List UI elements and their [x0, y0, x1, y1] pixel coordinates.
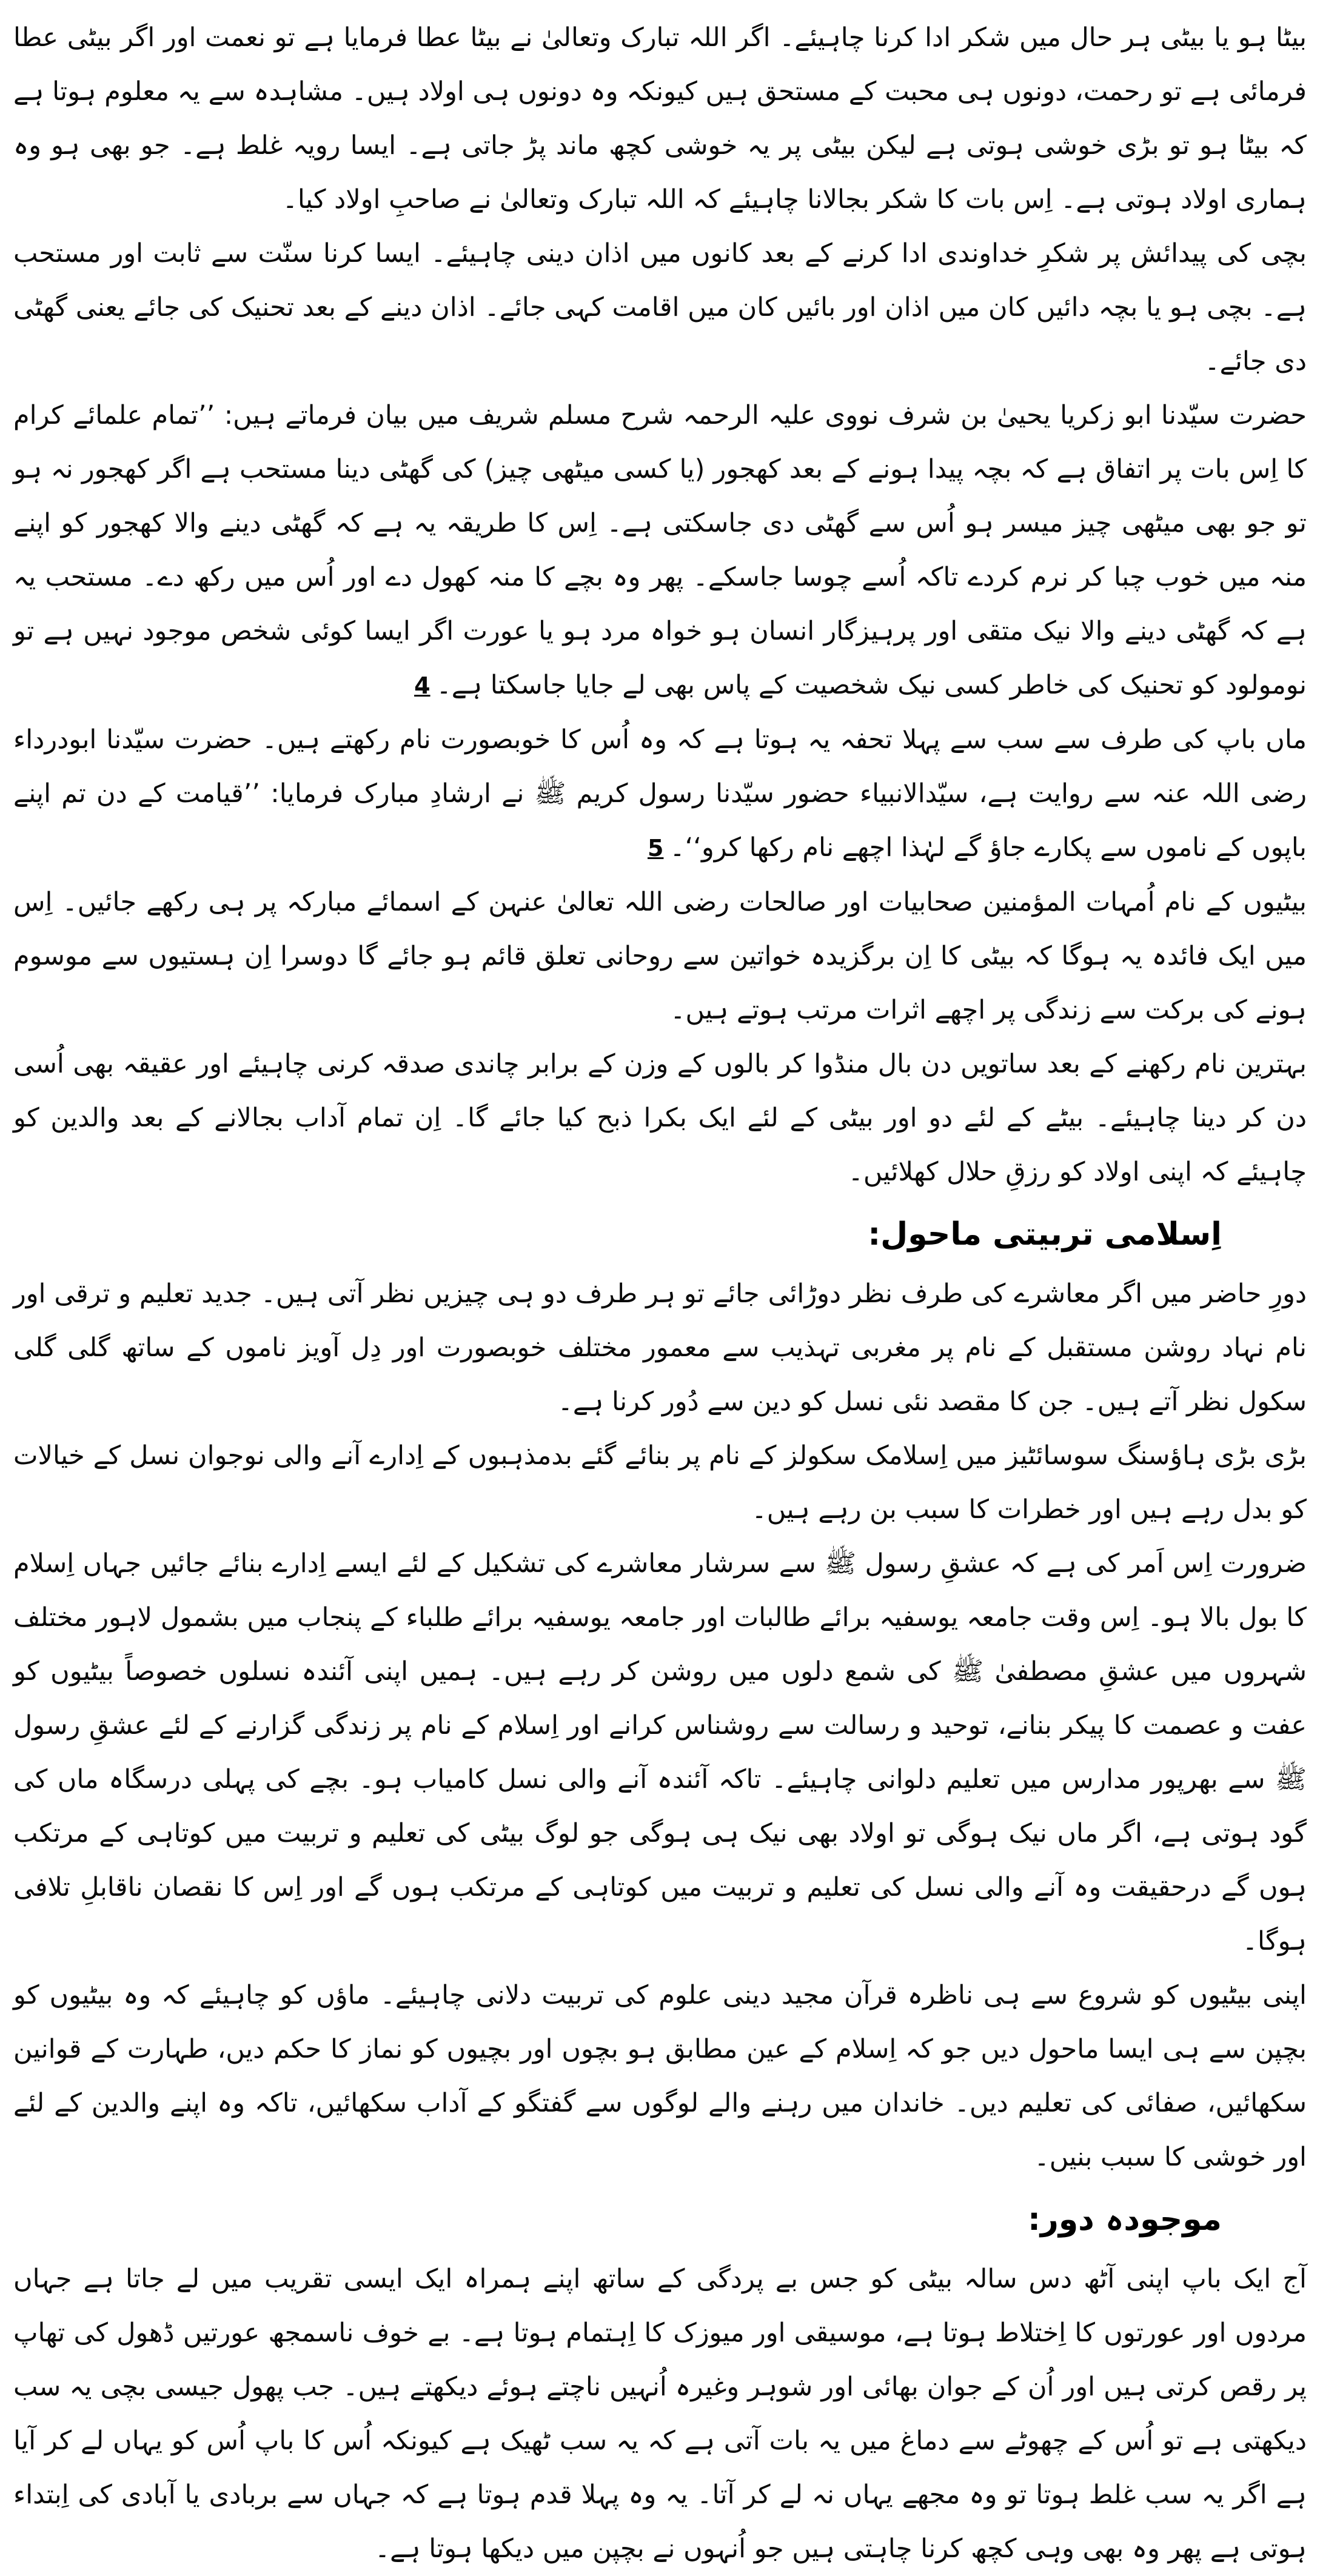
- paragraph: [13, 713, 1307, 875]
- paragraph-text: ماں باپ کی طرف سے سب سے پہلا تحفہ یہ ہوتا ہے کہ وہ اُس کا خوبصورت نام رکھتے ہیں۔ حضرت سیّدنا ابودرداء رضی اللہ عنہ سے روایت ہے، سیّدالانبیاء حضور سیّدنا رسول کریم ﷺ نے ارشادِ مبارک فرمایا: ’’قیامت کے دن تم اپنے باپوں کے ناموں سے پکارے جاؤ گے لہٰذا اچھے نام رکھا کرو‘‘۔: [13, 724, 1307, 863]
- section-heading: [13, 2189, 1307, 2250]
- paragraph: [13, 1429, 1307, 1537]
- paragraph: [13, 1537, 1307, 1969]
- paragraph-text: آج ایک باپ اپنی آٹھ دس سالہ بیٹی کو جس بے پردگی کے ساتھ اپنے ہمراہ ایک ایسی تقریب میں لے جاتا ہے جہاں مردوں اور عورتوں کا اِختلاط ہوتا ہے، موسیقی اور میوزک کا اِہتمام ہوتا ہے۔ بے خوف ناسمجھ عورتیں ڈھول کی تھاپ پر رقص کرتی ہیں اور اُن کے جوان بھائی اور شوہر وغیرہ اُنہیں ناچتے ہوئے دیکھتے ہیں۔ جب پھول جیسی بچی یہ سب دیکھتی ہے تو اُس کے چھوٹے سے دماغ میں یہ بات آتی ہے کہ یہ سب ٹھیک ہے کیونکہ اُس کا باپ اُس کو یہاں لے کر آیا ہے اگر یہ سب غلط ہوتا تو وہ مجھے یہاں نہ لے کر آتا۔ یہ وہ پہلا قدم ہوتا ہے کہ جہاں سے بربادی یا آبادی کی اِبتداء ہوتی ہے پھر وہ بھی وہی کچھ کرنا چاہتی ہیں جو اُنہوں نے بچپن میں دیکھا ہوتا ہے۔: [13, 2264, 1307, 2564]
- paragraph-text: ضرورت اِس اَمر کی ہے کہ عشقِ رسول ﷺ سے سرشار معاشرے کی تشکیل کے لئے ایسے اِدارے بنائے جائیں جہاں اِسلام کا بول بالا ہو۔ اِس وقت جامعہ یوسفیہ برائے طالبات اور جامعہ یوسفیہ برائے طلباء کے پنجاب میں بشمول لاہور مختلف شہروں میں عشقِ مصطفیٰ ﷺ کی شمع دلوں میں روشن کر رہے ہیں۔ ہمیں اپنی آئندہ نسلوں خصوصاً بیٹیوں کو عفت و عصمت کا پیکر بنانے، توحید و رسالت سے روشناس کرانے اور اِسلام کے نام پر زندگی گزارنے کے لئے عشقِ رسول ﷺ سے بھرپور مدارس میں تعلیم دلوانی چاہیئے۔ تاکہ آئندہ آنے والی نسل کامیاب ہو۔ بچے کی پہلی درسگاہ ماں کی گود ہوتی ہے، اگر ماں نیک ہوگی تو اولاد بھی نیک ہی ہوگی جو لوگ بیٹی کی تعلیم و تربیت میں کوتاہی کے مرتکب ہوں گے درحقیقت وہ آنے والی نسل کی تعلیم و تربیت میں کوتاہی کے مرتکب ہوں گے اور اِس کا نقصان ناقابلِ تلافی ہوگا۔: [13, 1548, 1307, 1956]
- paragraph: [13, 1969, 1307, 2184]
- paragraph: [13, 875, 1307, 1037]
- paragraph: [13, 389, 1307, 713]
- document-content: [13, 11, 1307, 2576]
- paragraph: [13, 2252, 1307, 2576]
- paragraph-text: بڑی بڑی ہاؤسنگ سوسائٹیز میں اِسلامک سکولز کے نام پر بنائے گئے بدمذہبوں کے اِدارے آنے والی نوجوان نسل کے خیالات کو بدل رہے ہیں اور خطرات کا سبب بن رہے ہیں۔: [13, 1440, 1307, 1525]
- paragraph: [13, 227, 1307, 389]
- paragraph: [13, 1267, 1307, 1429]
- footnote-ref: 4: [414, 672, 431, 699]
- paragraph-text: بہترین نام رکھنے کے بعد ساتویں دن بال منڈوا کر بالوں کے وزن کے برابر چاندی صدقہ کرنی چاہیئے اور عقیقہ بھی اُسی دن کر دینا چاہیئے۔ بیٹے کے لئے دو اور بیٹی کے لئے ایک بکرا ذبح کیا جائے گا۔ اِن تمام آداب بجالانے کے بعد والدین کو چاہیئے کہ اپنی اولاد کو رزقِ حلال کھلائیں۔: [13, 1049, 1307, 1187]
- paragraph: [13, 11, 1307, 227]
- section-heading-text: اِسلامی تربیتی ماحول:: [868, 1216, 1222, 1253]
- section-heading-text: موجودہ دور:: [1028, 2201, 1222, 2238]
- paragraph: [13, 1037, 1307, 1199]
- paragraph-text: دورِ حاضر میں اگر معاشرے کی طرف نظر دوڑائی جائے تو ہر طرف دو ہی چیزیں نظر آتی ہیں۔ جدید تعلیم و ترقی اور نام نہاد روشن مستقبل کے نام پر مغربی تہذیب سے معمور مختلف خوبصورت اور دِل آویز ناموں کے ساتھ گلی گلی سکول نظر آتے ہیں۔ جن کا مقصد نئی نسل کو دین سے دُور کرنا ہے۔: [13, 1279, 1307, 1417]
- paragraph-text: بیٹا ہو یا بیٹی ہر حال میں شکر ادا کرنا چاہیئے۔ اگر اللہ تبارک وتعالیٰ نے بیٹا عطا فرمایا ہے تو نعمت اور اگر بیٹی عطا فرمائی ہے تو رحمت، دونوں ہی محبت کے مستحق ہیں کیونکہ وہ دونوں ہی اولاد ہیں۔ مشاہدہ سے یہ معلوم ہوتا ہے کہ بیٹا ہو تو بڑی خوشی ہوتی ہے لیکن بیٹی پر یہ خوشی کچھ ماند پڑ جاتی ہے۔ ایسا رویہ غلط ہے۔ جو بھی ہو وہ ہماری اولاد ہوتی ہے۔ اِس بات کا شکر بجالانا چاہیئے کہ اللہ تبارک وتعالیٰ نے صاحبِ اولاد کیا۔: [13, 22, 1307, 215]
- section-heading: [13, 1204, 1307, 1265]
- paragraph-text: بیٹیوں کے نام اُمہات المؤمنین صحابیات اور صالحات رضی اللہ تعالیٰ عنہن کے اسمائے مبارکہ پر ہی رکھے جائیں۔ اِس میں ایک فائدہ یہ ہوگا کہ بیٹی کا اِن برگزیدہ خواتین سے روحانی تعلق قائم ہو جائے گا دوسرا اِن ہستیوں سے موسوم ہونے کی برکت سے زندگی پر اچھے اثرات مرتب ہوتے ہیں۔: [13, 887, 1307, 1025]
- footnote-ref: 5: [647, 835, 664, 861]
- paragraph-text: حضرت سیّدنا ابو زکریا یحییٰ بن شرف نووی علیہ الرحمہ شرح مسلم شریف میں بیان فرماتے ہیں: ’’تمام علمائے کرام کا اِس بات پر اتفاق ہے کہ بچہ پیدا ہونے کے بعد کھجور (یا کسی میٹھی چیز) کی گھٹی دینا مستحب ہے اگر کھجور نہ ہو تو جو بھی میٹھی چیز میسر ہو اُس سے گھٹی دی جاسکتی ہے۔ اِس کا طریقہ یہ ہے کہ گھٹی دینے والا کھجور کو اپنے منہ میں خوب چبا کر نرم کردے تاکہ اُسے چوسا جاسکے۔ پھر وہ بچے کا منہ کھول دے اور اُس میں رکھ دے۔ مستحب یہ ہے کہ گھٹی دینے والا نیک متقی اور پرہیزگار انسان ہو خواہ مرد ہو یا عورت اگر ایسا کوئی شخص موجود نہیں ہے تو نومولود کو تحنیک کی خاطر کسی نیک شخصیت کے پاس بھی لے جایا جاسکتا ہے۔: [13, 400, 1307, 700]
- paragraph-text: بچی کی پیدائش پر شکرِ خداوندی ادا کرنے کے بعد کانوں میں اذان دینی چاہیئے۔ ایسا کرنا سنّت سے ثابت اور مستحب ہے۔ بچی ہو یا بچہ دائیں کان میں اذان اور بائیں کان میں اقامت کہی جائے۔ اذان دینے کے بعد تحنیک کی جائے یعنی گھٹی دی جائے۔: [13, 238, 1307, 376]
- paragraph-text: اپنی بیٹیوں کو شروع سے ہی ناظرہ قرآن مجید دینی علوم کی تربیت دلانی چاہیئے۔ ماؤں کو چاہیئے کہ وہ بیٹیوں کو بچپن سے ہی ایسا ماحول دیں جو کہ اِسلام کے عین مطابق ہو بچوں اور بچیوں کو نماز کا حکم دیں، طہارت کے قوانین سکھائیں، صفائی کی تعلیم دیں۔ خاندان میں رہنے والے لوگوں سے گفتگو کے آداب سکھائیں، تاکہ وہ اپنے والدین کے لئے اور خوشی کا سبب بنیں۔: [13, 1980, 1307, 2172]
